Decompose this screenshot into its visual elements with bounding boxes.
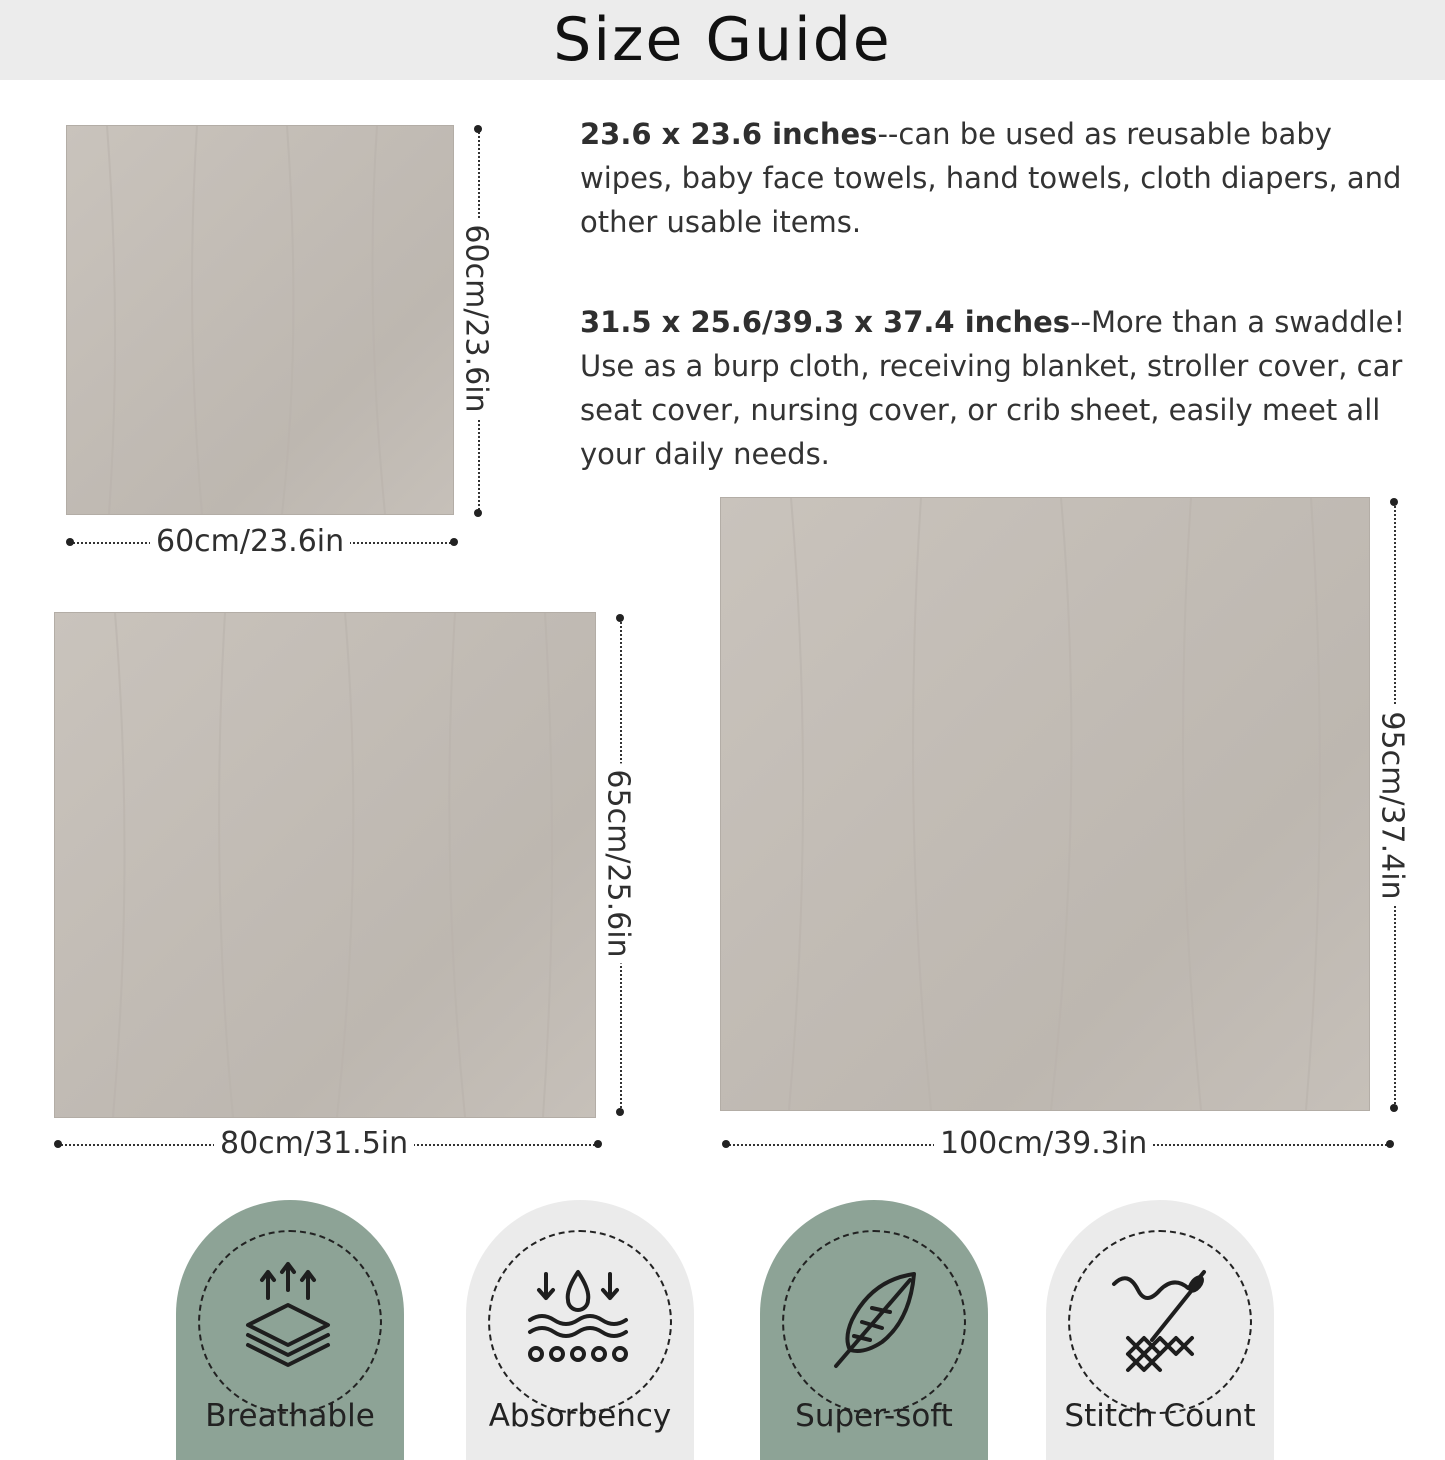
- dimension-small-height: [458, 125, 494, 517]
- cloth-large-image: [720, 497, 1370, 1111]
- description-text-large: More than a swaddle! Use as a burp cloth, receiving blanket, stroller cover, car seat cover, nursing cover, or crib sheet, easily meet all your daily needs.: [580, 305, 1406, 471]
- feather-icon: [802, 1250, 942, 1390]
- cloth-medium-image: [54, 612, 596, 1118]
- dimension-medium-width: [54, 1126, 602, 1161]
- dimension-label: 80cm/31.5in: [214, 1126, 414, 1161]
- page-title: Size Guide: [553, 5, 892, 75]
- description-size-large: 31.5 x 25.6/39.3 x 37.4 inches: [580, 305, 1071, 339]
- dimension-medium-height: [600, 614, 636, 1116]
- dimension-label: 100cm/39.3in: [934, 1126, 1153, 1161]
- badge-label-stitch-count: Stitch Count: [1064, 1398, 1256, 1434]
- cloth-small-image: [66, 125, 454, 515]
- description-text-small: can be used as reusable baby wipes, baby face towels, hand towels, cloth diapers, and other usable items.: [580, 117, 1402, 239]
- description-small: [580, 112, 1430, 244]
- description-large: [580, 300, 1430, 476]
- description-size-small: 23.6 x 23.6 inches: [580, 117, 878, 151]
- badge-label-breathable: Breathable: [205, 1398, 375, 1434]
- dimension-label: 65cm/25.6in: [601, 763, 636, 963]
- dimension-label: 60cm/23.6in: [150, 524, 350, 559]
- badge-label-absorbency: Absorbency: [488, 1398, 672, 1434]
- breathable-layers-icon: [218, 1250, 358, 1390]
- water-drops-icon: [508, 1250, 648, 1390]
- needle-stitch-icon: [1088, 1250, 1228, 1390]
- description-separator: --: [877, 117, 899, 151]
- dimension-large-width: [722, 1126, 1394, 1161]
- dimension-label: 60cm/23.6in: [459, 218, 494, 418]
- header-banner: [0, 0, 1445, 80]
- dimension-label: 95cm/37.4in: [1375, 705, 1410, 905]
- description-separator: --: [1070, 305, 1091, 339]
- dimension-large-height: [1374, 498, 1410, 1112]
- badge-label-super-soft: Super-soft: [795, 1398, 953, 1434]
- dimension-small-width: [66, 524, 458, 559]
